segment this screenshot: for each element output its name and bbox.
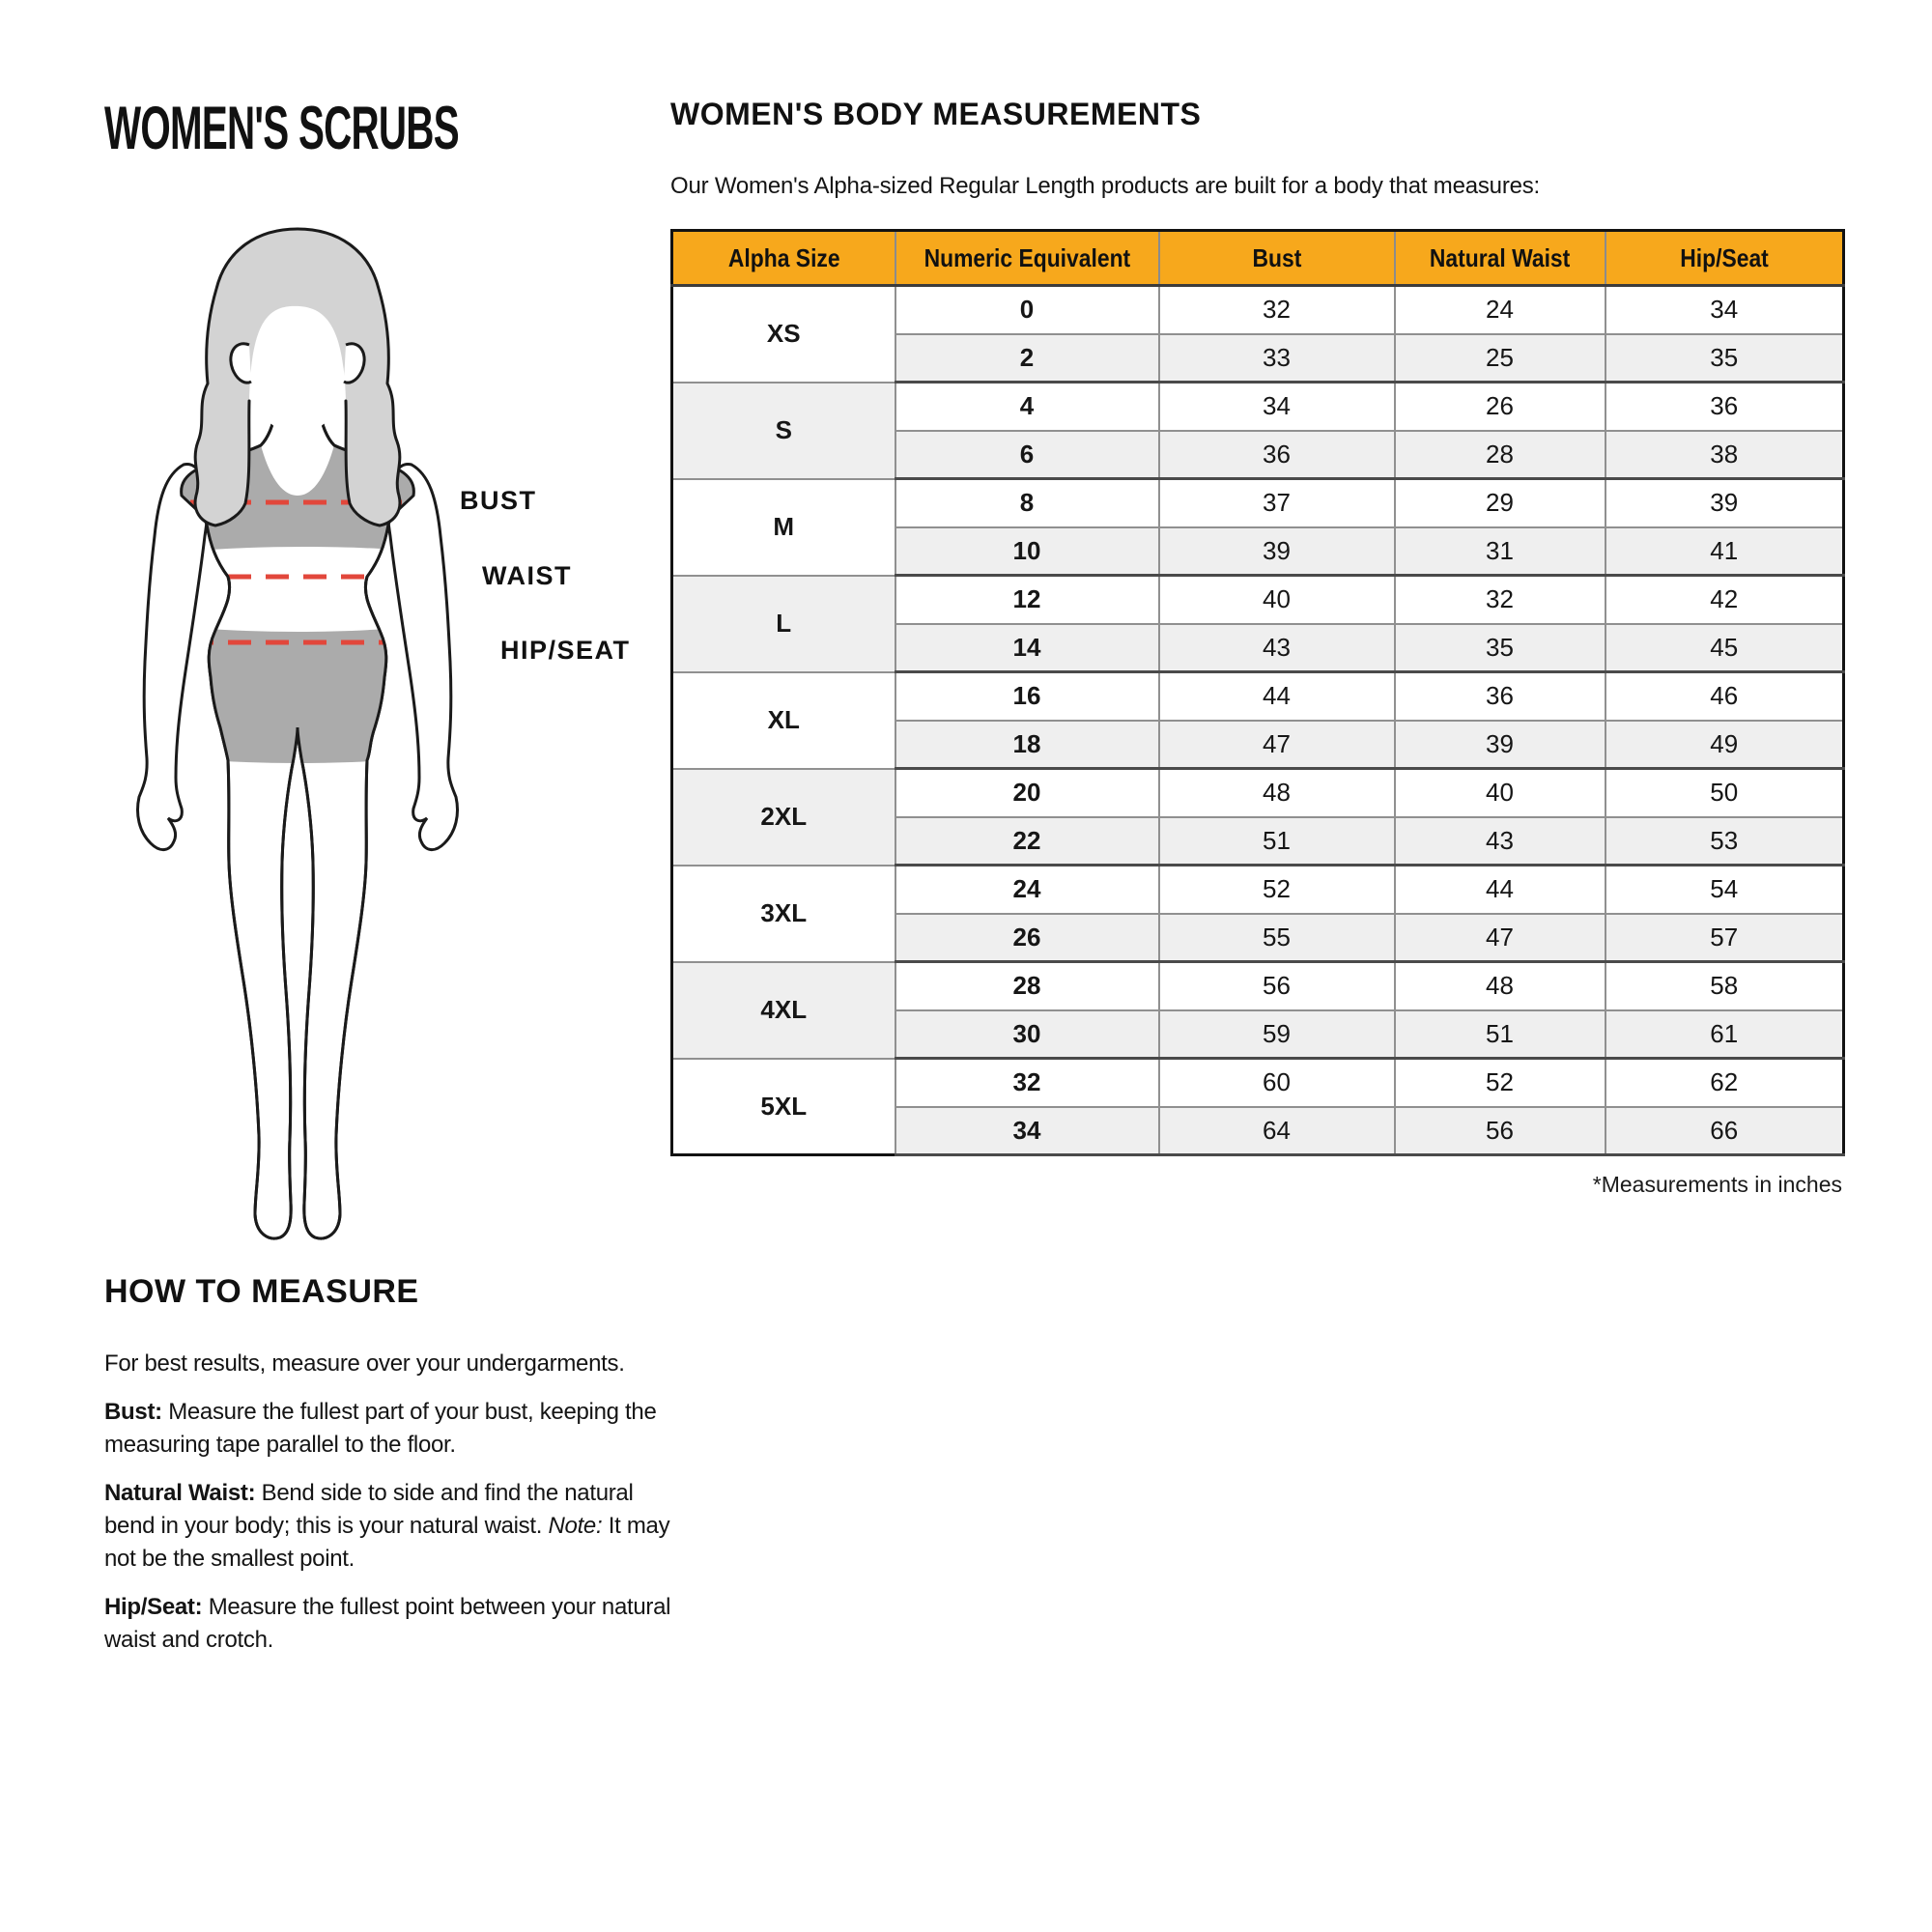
hip-seat-cell: 39 bbox=[1605, 479, 1844, 527]
note-label: Note: bbox=[548, 1513, 603, 1539]
numeric-equivalent-cell: 6 bbox=[895, 431, 1159, 479]
how-to-measure-section bbox=[104, 1273, 676, 1672]
header-numeric-equivalent: Numeric Equivalent bbox=[895, 231, 1159, 286]
natural-waist-cell: 32 bbox=[1395, 576, 1605, 624]
hip-seat-cell: 53 bbox=[1605, 817, 1844, 866]
section-title: WOMEN'S BODY MEASUREMENTS bbox=[670, 97, 1202, 131]
numeric-equivalent-cell: 12 bbox=[895, 576, 1159, 624]
numeric-equivalent-cell: 0 bbox=[895, 286, 1159, 334]
numeric-equivalent-cell: 8 bbox=[895, 479, 1159, 527]
bust-cell: 59 bbox=[1159, 1010, 1395, 1059]
natural-waist-cell: 29 bbox=[1395, 479, 1605, 527]
bust-cell: 34 bbox=[1159, 383, 1395, 431]
bust-cell: 56 bbox=[1159, 962, 1395, 1010]
hip-seat-cell: 36 bbox=[1605, 383, 1844, 431]
section-intro: Our Women's Alpha-sized Regular Length products are built for a body that measures: bbox=[670, 173, 1541, 199]
hip-seat-cell: 45 bbox=[1605, 624, 1844, 672]
hip-seat-cell: 38 bbox=[1605, 431, 1844, 479]
hip-seat-label: HIP/SEAT bbox=[500, 636, 631, 665]
paragraph-text: For best results, measure over your undergarments. bbox=[104, 1350, 625, 1377]
how-to-measure-paragraph bbox=[104, 1591, 676, 1657]
bust-cell: 47 bbox=[1159, 721, 1395, 769]
bust-cell: 60 bbox=[1159, 1059, 1395, 1107]
natural-waist-cell: 56 bbox=[1395, 1107, 1605, 1155]
header-natural-waist: Natural Waist bbox=[1395, 231, 1605, 286]
measure-term-label: Hip/Seat: bbox=[104, 1594, 203, 1620]
header-alpha-size: Alpha Size bbox=[672, 231, 895, 286]
hip-seat-cell: 50 bbox=[1605, 769, 1844, 817]
hip-seat-cell: 49 bbox=[1605, 721, 1844, 769]
natural-waist-cell: 44 bbox=[1395, 866, 1605, 914]
numeric-equivalent-cell: 16 bbox=[895, 672, 1159, 721]
table-row bbox=[672, 962, 1844, 1010]
how-to-measure-title: HOW TO MEASURE bbox=[104, 1273, 419, 1310]
natural-waist-cell: 28 bbox=[1395, 431, 1605, 479]
bust-cell: 64 bbox=[1159, 1107, 1395, 1155]
waist-label: WAIST bbox=[482, 561, 572, 590]
hip-seat-cell: 42 bbox=[1605, 576, 1844, 624]
numeric-equivalent-cell: 14 bbox=[895, 624, 1159, 672]
natural-waist-cell: 51 bbox=[1395, 1010, 1605, 1059]
natural-waist-cell: 43 bbox=[1395, 817, 1605, 866]
table-header-row bbox=[672, 231, 1844, 286]
bust-cell: 37 bbox=[1159, 479, 1395, 527]
numeric-equivalent-cell: 32 bbox=[895, 1059, 1159, 1107]
hip-seat-cell: 54 bbox=[1605, 866, 1844, 914]
alpha-size-cell: M bbox=[672, 479, 895, 576]
natural-waist-cell: 40 bbox=[1395, 769, 1605, 817]
paragraph-text: Measure the fullest part of your bust, keeping the measuring tape parallel to the floor. bbox=[104, 1399, 657, 1458]
natural-waist-cell: 48 bbox=[1395, 962, 1605, 1010]
size-chart-table bbox=[670, 229, 1845, 1156]
header-bust: Bust bbox=[1159, 231, 1395, 286]
numeric-equivalent-cell: 4 bbox=[895, 383, 1159, 431]
natural-waist-cell: 25 bbox=[1395, 334, 1605, 383]
natural-waist-cell: 52 bbox=[1395, 1059, 1605, 1107]
natural-waist-cell: 26 bbox=[1395, 383, 1605, 431]
how-to-measure-paragraph bbox=[104, 1396, 676, 1462]
measure-term-label: Natural Waist: bbox=[104, 1480, 256, 1506]
bust-cell: 43 bbox=[1159, 624, 1395, 672]
paragraph-text: It may not be the smallest point. bbox=[104, 1513, 670, 1572]
alpha-size-cell: 5XL bbox=[672, 1059, 895, 1155]
numeric-equivalent-cell: 2 bbox=[895, 334, 1159, 383]
table-row bbox=[672, 286, 1844, 334]
table-row bbox=[672, 866, 1844, 914]
body-figure-illustration bbox=[114, 217, 481, 1265]
table-row bbox=[672, 479, 1844, 527]
natural-waist-cell: 35 bbox=[1395, 624, 1605, 672]
numeric-equivalent-cell: 18 bbox=[895, 721, 1159, 769]
units-footnote: *Measurements in inches bbox=[1592, 1172, 1842, 1197]
bust-cell: 40 bbox=[1159, 576, 1395, 624]
hip-seat-cell: 35 bbox=[1605, 334, 1844, 383]
alpha-size-cell: 4XL bbox=[672, 962, 895, 1059]
bust-cell: 33 bbox=[1159, 334, 1395, 383]
bust-cell: 32 bbox=[1159, 286, 1395, 334]
header-hip-seat: Hip/Seat bbox=[1605, 231, 1844, 286]
numeric-equivalent-cell: 10 bbox=[895, 527, 1159, 576]
numeric-equivalent-cell: 30 bbox=[895, 1010, 1159, 1059]
numeric-equivalent-cell: 28 bbox=[895, 962, 1159, 1010]
numeric-equivalent-cell: 34 bbox=[895, 1107, 1159, 1155]
hip-seat-cell: 41 bbox=[1605, 527, 1844, 576]
bust-cell: 55 bbox=[1159, 914, 1395, 962]
numeric-equivalent-cell: 22 bbox=[895, 817, 1159, 866]
natural-waist-cell: 24 bbox=[1395, 286, 1605, 334]
bust-cell: 44 bbox=[1159, 672, 1395, 721]
natural-waist-cell: 36 bbox=[1395, 672, 1605, 721]
bust-cell: 36 bbox=[1159, 431, 1395, 479]
alpha-size-cell: 3XL bbox=[672, 866, 895, 962]
measurements-section bbox=[670, 97, 1842, 1198]
right-arm-outline bbox=[386, 464, 458, 849]
alpha-size-cell: L bbox=[672, 576, 895, 672]
bust-cell: 52 bbox=[1159, 866, 1395, 914]
table-row bbox=[672, 1059, 1844, 1107]
page-title: WOMEN'S SCRUBS bbox=[104, 94, 459, 162]
hip-seat-cell: 34 bbox=[1605, 286, 1844, 334]
hip-seat-cell: 61 bbox=[1605, 1010, 1844, 1059]
how-to-measure-paragraph bbox=[104, 1477, 676, 1576]
hip-seat-cell: 46 bbox=[1605, 672, 1844, 721]
numeric-equivalent-cell: 20 bbox=[895, 769, 1159, 817]
body-figure bbox=[114, 217, 713, 1270]
bust-cell: 48 bbox=[1159, 769, 1395, 817]
natural-waist-cell: 39 bbox=[1395, 721, 1605, 769]
table-row bbox=[672, 672, 1844, 721]
table-row bbox=[672, 769, 1844, 817]
alpha-size-cell: XL bbox=[672, 672, 895, 769]
hip-seat-cell: 58 bbox=[1605, 962, 1844, 1010]
bust-label: BUST bbox=[460, 486, 537, 515]
table-row bbox=[672, 383, 1844, 431]
measure-term-label: Bust: bbox=[104, 1399, 162, 1425]
alpha-size-cell: XS bbox=[672, 286, 895, 383]
table-row bbox=[672, 576, 1844, 624]
bust-cell: 51 bbox=[1159, 817, 1395, 866]
bust-cell: 39 bbox=[1159, 527, 1395, 576]
paragraph-text: Measure the fullest point between your natural waist and crotch. bbox=[104, 1594, 671, 1653]
alpha-size-cell: 2XL bbox=[672, 769, 895, 866]
numeric-equivalent-cell: 24 bbox=[895, 866, 1159, 914]
natural-waist-cell: 31 bbox=[1395, 527, 1605, 576]
how-to-measure-paragraph bbox=[104, 1348, 676, 1380]
alpha-size-cell: S bbox=[672, 383, 895, 479]
numeric-equivalent-cell: 26 bbox=[895, 914, 1159, 962]
hip-seat-cell: 62 bbox=[1605, 1059, 1844, 1107]
paragraph-text: Bend side to side and find the natural bend in your body; this is your natural waist. bbox=[104, 1480, 634, 1539]
hip-seat-cell: 66 bbox=[1605, 1107, 1844, 1155]
natural-waist-cell: 47 bbox=[1395, 914, 1605, 962]
hip-seat-cell: 57 bbox=[1605, 914, 1844, 962]
left-arm-outline bbox=[138, 464, 210, 849]
